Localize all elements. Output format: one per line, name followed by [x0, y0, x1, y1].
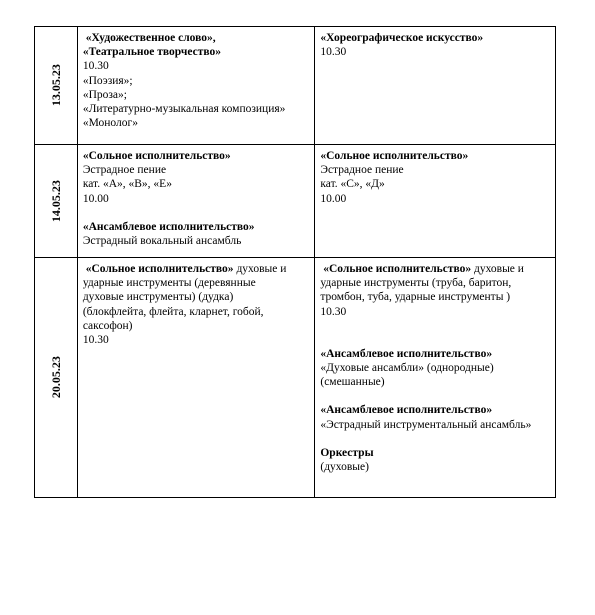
genre-text: Эстрадное пение [320, 164, 404, 177]
schedule-cell [77, 258, 315, 498]
time-text: 10.00 [320, 192, 347, 205]
list-item: «Литературно-музыкальная композиция» [82, 103, 286, 116]
time-text: 10.30 [320, 305, 347, 318]
section-title: «Сольное исполнительство» [320, 150, 469, 162]
section-title: «Ансамблевое исполнительство» [82, 220, 255, 233]
section-title: «Художественное слово», [82, 32, 216, 44]
description-text: саксофон) [82, 319, 133, 332]
genre-text: Эстрадное пение [82, 164, 167, 177]
description-text: «Духовые ансамбли» (однородные) [320, 362, 494, 375]
section-title: «Театральное творчество» [82, 46, 222, 59]
list-item: «Поэзия»; [82, 74, 133, 87]
date-cell [35, 258, 78, 498]
schedule-cell [315, 145, 556, 258]
date-cell [35, 145, 78, 258]
table-row [35, 145, 556, 258]
section-title: «Ансамблевое исполнительство» [320, 404, 493, 417]
section-title: «Сольное исполнительство» [82, 150, 231, 162]
schedule-cell [77, 145, 315, 258]
section-title-rest: духовые и [471, 263, 524, 275]
section-title: «Хореографическое искусство» [320, 32, 484, 44]
section-title: Оркестры [320, 446, 374, 459]
section-title-rest: духовые и [233, 263, 287, 275]
section-heading-line [83, 262, 311, 276]
table-row [35, 27, 556, 145]
description-text: духовые инструменты) (дудка) [82, 291, 234, 304]
date-label: 20.05.23 [48, 356, 63, 399]
section-title: «Ансамблевое исполнительство» [320, 347, 493, 360]
schedule-cell [315, 258, 556, 498]
date-label: 13.05.23 [48, 64, 63, 107]
time-text: 10.30 [82, 60, 109, 73]
description-text: тромбон, туба, ударные инструменты ) [320, 291, 511, 304]
genre-text: Эстрадный вокальный ансамбль [82, 235, 242, 248]
description-text: (блокфлейта, флейта, кларнет, гобой, [82, 305, 264, 318]
section-heading-line [320, 262, 551, 276]
table-row [35, 258, 556, 498]
date-cell [35, 27, 78, 145]
time-text: 10.30 [82, 334, 109, 347]
section-title: «Сольное исполнительство» [82, 263, 234, 275]
time-text: 10.00 [82, 192, 109, 205]
section-title: «Сольное исполнительство» [320, 263, 472, 275]
time-text: 10.30 [320, 46, 347, 59]
date-label: 14.05.23 [48, 179, 63, 222]
list-item: «Монолог» [82, 117, 138, 130]
category-text: кат. «А», «В», «Е» [82, 178, 172, 191]
description-text: ударные инструменты (труба, баритон, [320, 277, 512, 290]
category-text: кат. «С», «Д» [320, 178, 385, 191]
description-text: (смешанные) [320, 376, 385, 389]
list-item: «Проза»; [82, 88, 127, 101]
description-text: (духовые) [320, 461, 369, 474]
description-text: «Эстрадный инструментальный ансамбль» [320, 418, 532, 431]
schedule-cell [77, 27, 315, 145]
schedule-table [34, 26, 556, 498]
description-text: ударные инструменты (деревянные [82, 277, 256, 290]
schedule-cell [315, 27, 556, 145]
